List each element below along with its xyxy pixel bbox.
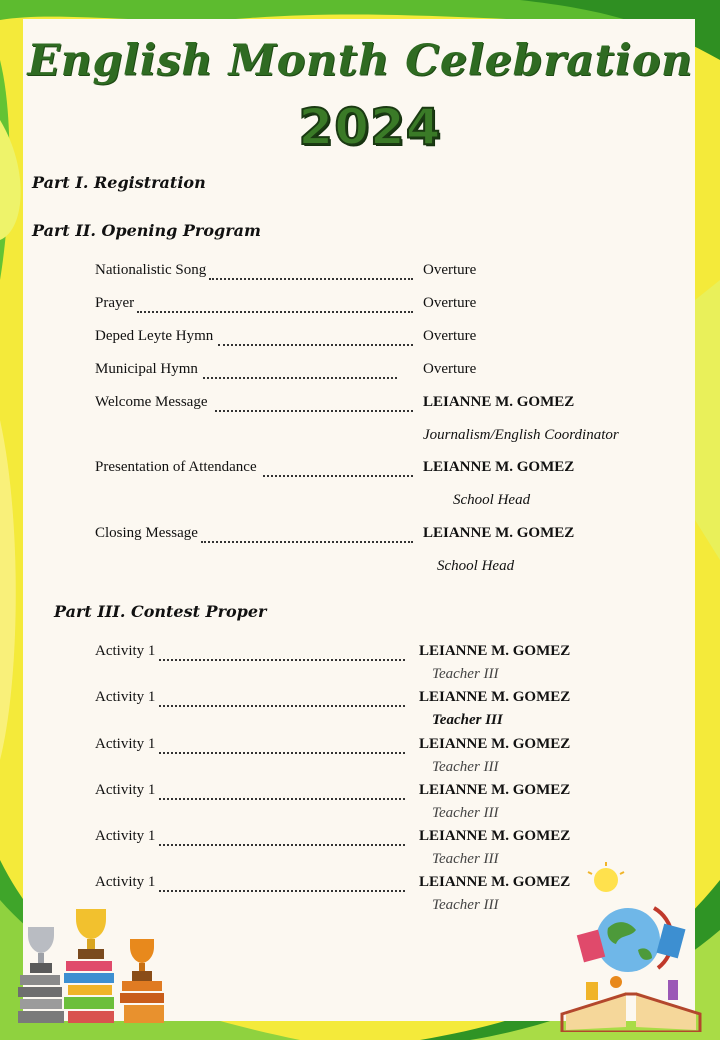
program-item-value: LEIANNE M. GOMEZ [423, 525, 575, 541]
activity-value: LEIANNE M. GOMEZ [419, 689, 571, 705]
part-contest-heading: Part III. Contest Proper [54, 602, 267, 621]
program-item-label: Nationalistic Song [95, 262, 207, 278]
leader-dots [209, 264, 413, 280]
program-item-label: Welcome Message [95, 394, 208, 410]
activity-value: LEIANNE M. GOMEZ [419, 828, 571, 844]
year-heading: 2024 [298, 98, 442, 156]
activity-label: Activity 1 [95, 782, 156, 798]
activity-label: Activity 1 [95, 828, 156, 844]
leader-dots [263, 461, 413, 477]
activity-role: Teacher III [432, 759, 499, 775]
leader-dots [159, 830, 405, 846]
activity-value: LEIANNE M. GOMEZ [419, 782, 571, 798]
program-item-value: Overture [423, 262, 477, 278]
program-item-label: Presentation of Attendance [95, 459, 257, 475]
activity-role: Teacher III [432, 712, 503, 728]
leader-dots [159, 691, 405, 707]
activity-label: Activity 1 [95, 643, 156, 659]
program-item-value: LEIANNE M. GOMEZ [423, 394, 575, 410]
program-item-role: Journalism/English Coordinator [423, 427, 619, 443]
activity-label: Activity 1 [95, 736, 156, 752]
leader-dots [159, 784, 405, 800]
activity-role: Teacher III [432, 851, 499, 867]
activity-role: Teacher III [432, 805, 499, 821]
program-item-label: Prayer [95, 295, 135, 311]
part-opening-heading: Part II. Opening Program [32, 221, 261, 240]
program-item-value: Overture [423, 361, 477, 377]
leader-dots [203, 363, 397, 379]
activity-role: Teacher III [432, 897, 499, 913]
leader-dots [159, 876, 405, 892]
leader-dots [137, 297, 413, 313]
leader-dots [159, 738, 405, 754]
leader-dots [201, 527, 413, 543]
activity-value: LEIANNE M. GOMEZ [419, 874, 571, 890]
leader-dots [218, 330, 413, 346]
trophies-books-illustration [14, 905, 164, 1035]
activity-value: LEIANNE M. GOMEZ [419, 643, 571, 659]
part-registration-heading: Part I. Registration [32, 173, 206, 192]
program-item-role: School Head [453, 492, 531, 508]
program-item-label: Municipal Hymn [95, 361, 198, 377]
leader-dots [215, 396, 413, 412]
activity-label: Activity 1 [95, 874, 156, 890]
globe-book-illustration [556, 862, 706, 1032]
program-item-value: Overture [423, 295, 477, 311]
program-item-value: Overture [423, 328, 477, 344]
program-item-role: School Head [437, 558, 515, 574]
activity-value: LEIANNE M. GOMEZ [419, 736, 571, 752]
program-item-value: LEIANNE M. GOMEZ [423, 459, 575, 475]
program-item-label: Deped Leyte Hymn [95, 328, 214, 344]
leader-dots [159, 645, 405, 661]
page-title: English Month Celebration [27, 36, 693, 86]
activity-role: Teacher III [432, 666, 499, 682]
activity-label: Activity 1 [95, 689, 156, 705]
program-item-label: Closing Message [95, 525, 198, 541]
